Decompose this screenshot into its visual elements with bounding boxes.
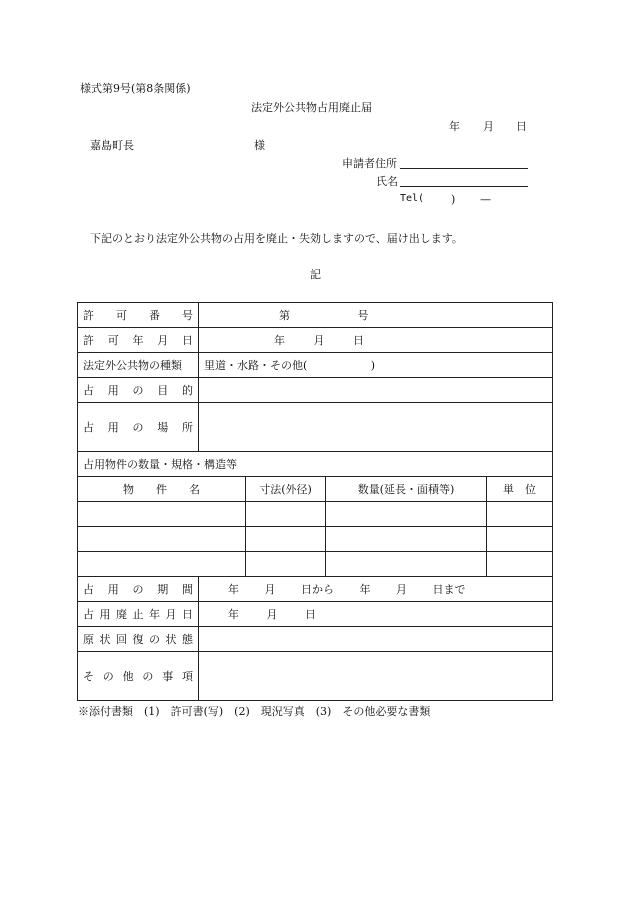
period-label: 占 用 の 期 間: [78, 577, 199, 602]
row-abolish-date: [78, 602, 553, 627]
abolish-date-field[interactable]: [199, 602, 553, 627]
permit-date-field[interactable]: [199, 328, 553, 353]
permit-date-nen: 年: [274, 333, 285, 347]
item-name-cell[interactable]: [78, 552, 246, 577]
item-size-cell[interactable]: [246, 502, 326, 527]
item-unit-cell[interactable]: [487, 502, 553, 527]
item-qty-cell[interactable]: [326, 527, 487, 552]
applicant-address-label: 申請者住所: [342, 157, 397, 170]
row-restore: [78, 627, 553, 652]
col-unit: 単 位: [487, 477, 553, 502]
abolish-date-nen: 年: [228, 607, 239, 621]
period-to-tsuki: 月: [396, 582, 407, 596]
row-items-columns: [78, 477, 553, 502]
permit-number-dai: 第: [279, 308, 290, 322]
row-purpose: [78, 378, 553, 403]
item-name-cell[interactable]: [78, 527, 246, 552]
applicant-name-line[interactable]: [400, 186, 528, 187]
table-row: [78, 502, 553, 527]
form-number: 様式第9号(第8条関係): [80, 82, 191, 95]
row-other: [78, 652, 553, 701]
col-size: 寸法(外径): [246, 477, 326, 502]
row-place: [78, 403, 553, 452]
tel-close: ): [451, 193, 456, 206]
period-to-hi: 日まで: [432, 582, 466, 596]
tel-dash: —: [480, 193, 491, 206]
period-to-nen: 年: [359, 582, 371, 596]
period-from-tsuki: 月: [264, 582, 276, 596]
date-year: 年: [449, 120, 460, 133]
tel-label: Tel(: [400, 193, 425, 204]
table-row: [78, 552, 553, 577]
other-field[interactable]: [199, 652, 553, 701]
date-day: 日: [516, 120, 527, 133]
period-from-hi: 日から: [301, 582, 334, 596]
type-value: 里道・水路・その他(: [204, 358, 308, 372]
row-permit-number: [78, 303, 553, 328]
permit-number-field[interactable]: [199, 303, 553, 328]
period-from-nen: 年: [228, 582, 239, 596]
addressee: 嘉島町長: [90, 139, 134, 152]
row-type: [78, 353, 553, 378]
type-close: ): [370, 358, 376, 372]
abolish-date-label: 占 用 廃 止 年 月 日: [78, 602, 199, 627]
statement: 下記のとおり法定外公共物の占用を廃止・失効しますので、届け出します。: [90, 232, 463, 245]
permit-date-label: 許 可 年 月 日: [78, 328, 199, 353]
permit-date-hi: 日: [353, 333, 364, 347]
type-field[interactable]: [199, 353, 553, 378]
type-label: 法定外公共物の種類: [78, 353, 199, 378]
place-field[interactable]: [199, 403, 553, 452]
permit-date-tsuki: 月: [313, 333, 325, 347]
restore-field[interactable]: [199, 627, 553, 652]
other-label: そ の 他 の 事 項: [78, 652, 199, 701]
abolish-date-tsuki: 月: [266, 607, 278, 621]
col-quantity: 数量(延長・面積等): [326, 477, 487, 502]
abolish-date-hi: 日: [305, 607, 316, 621]
applicant-name-label: 氏名: [376, 175, 398, 188]
period-field[interactable]: [199, 577, 553, 602]
permit-number-label: 許 可 番 号: [78, 303, 199, 328]
table-row: [78, 527, 553, 552]
item-unit-cell[interactable]: [487, 527, 553, 552]
attachments-note: ※添付書類 (1) 許可書(写) (2) 現況写真 (3) その他必要な書類: [78, 705, 431, 718]
item-qty-cell[interactable]: [326, 502, 487, 527]
col-item-name: 物 件 名: [78, 477, 246, 502]
honorific: 様: [254, 139, 265, 152]
applicant-address-line[interactable]: [400, 168, 528, 169]
purpose-label: 占 用 の 目 的: [78, 378, 199, 403]
place-label: 占 用 の 場 所: [78, 403, 199, 452]
item-size-cell[interactable]: [246, 527, 326, 552]
row-permit-date: [78, 328, 553, 353]
items-header: 占用物件の数量・規格・構造等: [78, 452, 553, 477]
document-title: 法定外公共物占用廃止届: [251, 101, 372, 114]
purpose-field[interactable]: [199, 378, 553, 403]
permit-number-go: 号: [357, 308, 369, 322]
application-table: [77, 302, 553, 701]
restore-label: 原 状 回 復 の 状 態: [78, 627, 199, 652]
item-qty-cell[interactable]: [326, 552, 487, 577]
row-items-header: [78, 452, 553, 477]
item-unit-cell[interactable]: [487, 552, 553, 577]
date-month: 月: [483, 120, 494, 133]
row-period: [78, 577, 553, 602]
ki-heading: 記: [310, 268, 321, 281]
item-size-cell[interactable]: [246, 552, 326, 577]
item-name-cell[interactable]: [78, 502, 246, 527]
